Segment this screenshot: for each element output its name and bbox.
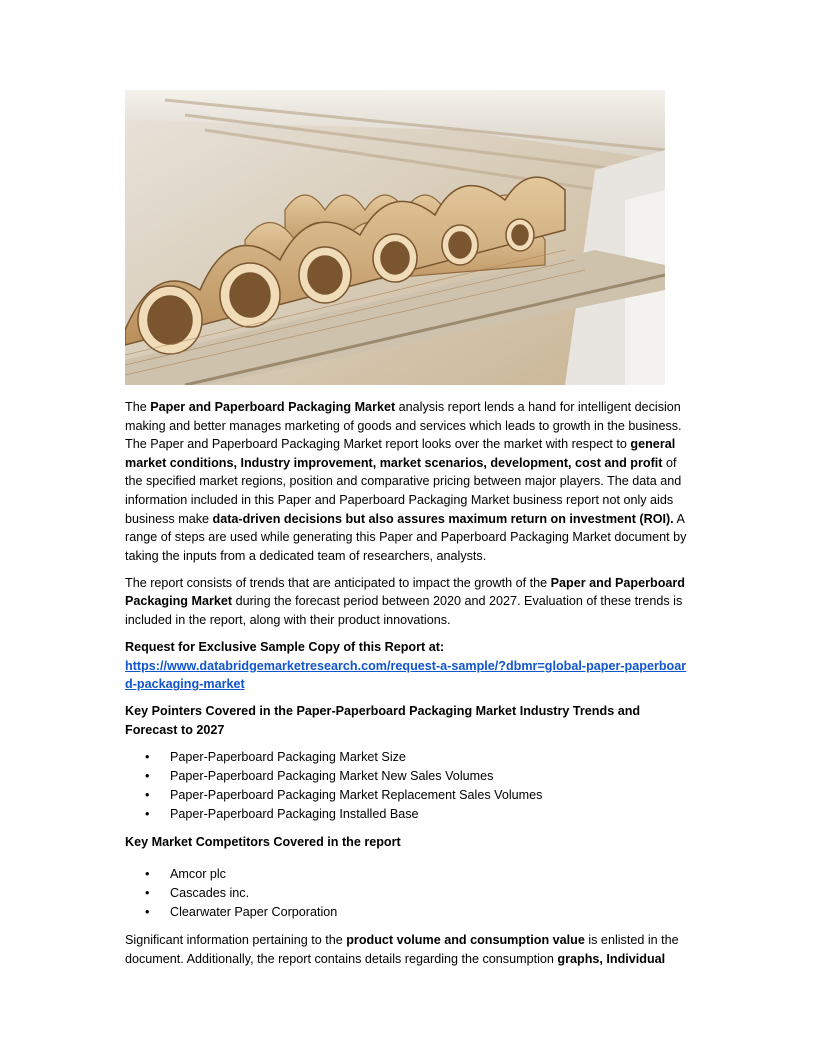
- list-item-text: Paper-Paperboard Packaging Installed Base: [170, 807, 419, 822]
- competitors-list: [125, 865, 693, 922]
- list-item-text: Cascades inc.: [170, 886, 250, 901]
- bullet-icon: •: [145, 905, 150, 920]
- list-item-text: Paper-Paperboard Packaging Market New Sales Volumes: [170, 769, 494, 784]
- intro-paragraph: [125, 398, 693, 565]
- bold-text: graphs, Individual: [557, 951, 666, 966]
- text-run: The: [125, 400, 151, 414]
- competitors-heading: Key Market Competitors Covered in the report: [125, 835, 401, 850]
- bold-text: data-driven decisions but also assures maximum return on investment (ROI).: [212, 511, 674, 526]
- text-run: A range of steps are used while generating this Paper and Paperboard Packaging Market document by taking the inputs from a dedicated team of researchers, analysts.: [125, 511, 687, 563]
- bold-text: general market conditions, Industry improvement, market scenarios, development, cost and profit: [125, 437, 676, 470]
- key-pointers-heading: Key Pointers Covered in the Paper-Paperboard Packaging Market Industry Trends and Forecast to 2027: [125, 704, 641, 737]
- bold-text: Paper and Paperboard Packaging Market: [125, 575, 685, 609]
- list-item: [125, 884, 693, 903]
- consumption-paragraph: [125, 931, 693, 968]
- text-run: The report consists of trends that are anticipated to impact the growth of the: [125, 575, 551, 590]
- bullet-icon: •: [145, 750, 150, 765]
- list-item-text: Paper-Paperboard Packaging Market Size: [170, 750, 406, 765]
- text-run: Significant information pertaining to the: [125, 933, 347, 948]
- text-run: during the forecast period between 2020 and 2027. Evaluation of these trends is included in the report, along with their product innovations.: [125, 594, 683, 628]
- bold-text: Paper and Paperboard Packaging Market: [150, 400, 396, 414]
- bullet-icon: •: [145, 769, 150, 784]
- list-item: [125, 748, 693, 767]
- bullet-icon: •: [145, 886, 150, 901]
- text-run: analysis report lends a hand for intelligent decision making and better manages marketing of goods and services which leads to growth in the business. The Paper and Paperboard Packaging Market report looks over the market with respect to: [125, 400, 682, 452]
- trends-paragraph: [125, 574, 693, 630]
- list-item: [125, 903, 693, 922]
- text-run: is enlisted in the document. Additionally, the report contains details regarding the consumption: [125, 933, 679, 966]
- list-item-text: Amcor plc: [170, 867, 226, 882]
- bold-text: product volume and consumption value: [346, 933, 585, 948]
- bullet-icon: •: [145, 867, 150, 882]
- list-item: [125, 786, 693, 805]
- bullet-icon: •: [145, 788, 150, 803]
- list-item-text: Clearwater Paper Corporation: [170, 905, 338, 920]
- list-item: [125, 805, 693, 824]
- request-sample-block: [125, 638, 693, 694]
- corrugated-paper-rolls-photo: [125, 90, 665, 385]
- request-sample-label: Request for Exclusive Sample Copy of this Report at:: [125, 640, 445, 655]
- article-body: [125, 398, 693, 977]
- text-run: of the specified market regions, position and comparative pricing between major players. The data and information included in this Paper and Paperboard Packaging Market business report not only aids business make: [125, 455, 682, 526]
- list-item: [125, 767, 693, 786]
- list-item-text: Paper-Paperboard Packaging Market Replacement Sales Volumes: [170, 788, 543, 803]
- list-item: [125, 865, 693, 884]
- request-sample-link[interactable]: https://www.databridgemarketresearch.com/request-a-sample/?dbmr=global-paper-paperboard-packaging-market: [125, 658, 687, 692]
- key-pointers-list: [125, 748, 693, 824]
- bullet-icon: •: [145, 807, 150, 822]
